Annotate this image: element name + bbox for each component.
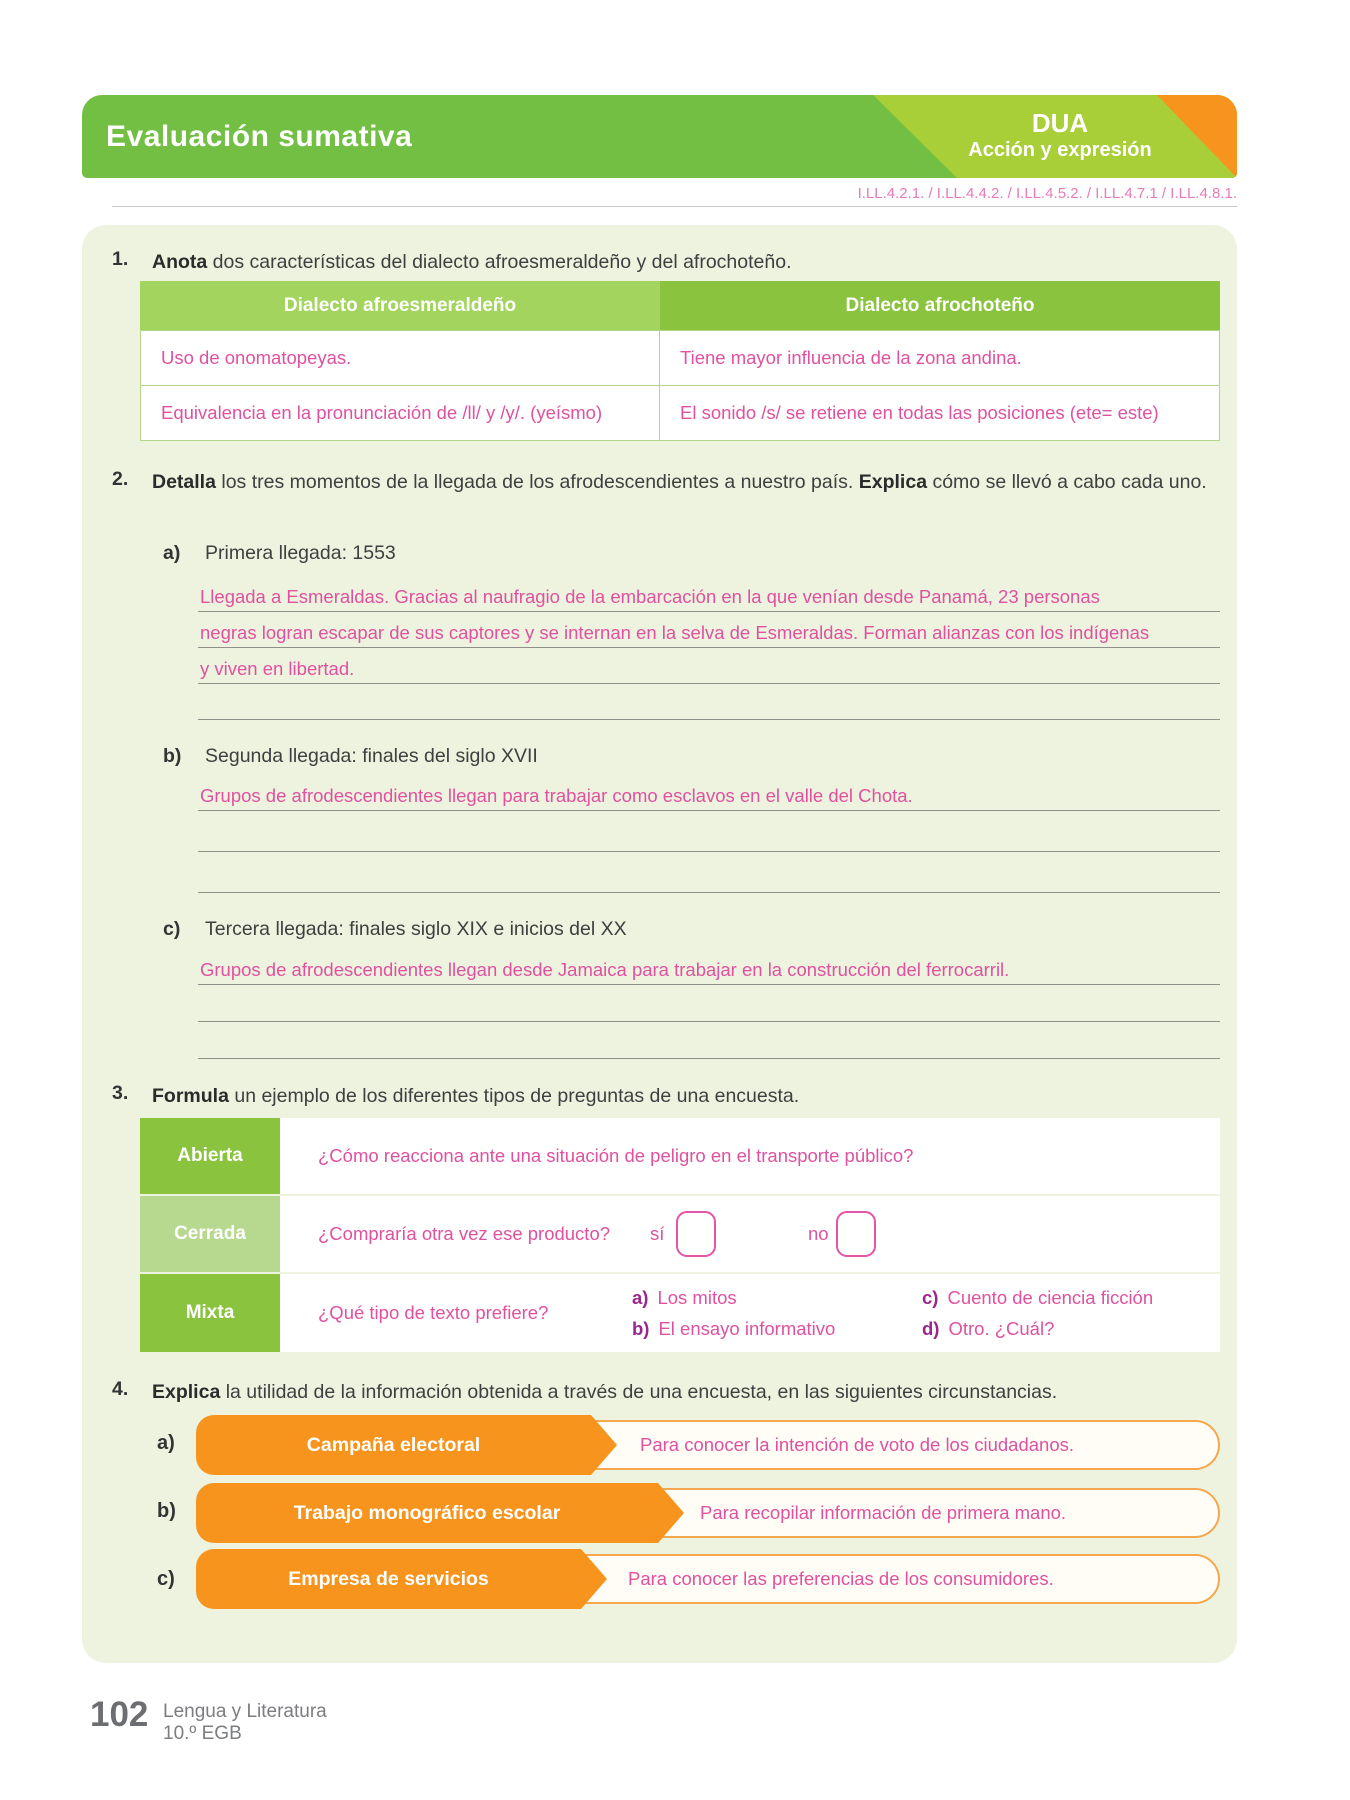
page-header-banner [82, 95, 1237, 178]
answer-line [198, 985, 1220, 1022]
q2-verb1: Detalla [152, 471, 216, 493]
q3-text [152, 1082, 1224, 1111]
q3-cerrada-question: ¿Compraría otra vez ese producto? [318, 1223, 611, 1244]
q4a-item [196, 1418, 1220, 1472]
page-number: 102 [90, 1695, 149, 1734]
answer-line: Grupos de afrodescendientes llegan desde Jamaica para trabajar en la construcción del ferrocarril. [198, 948, 1220, 985]
answer-line [198, 684, 1220, 720]
curriculum-standards: I.LL.4.2.1. / I.LL.4.4.2. / I.LL.4.5.2. / I.LL.4.7.1 / I.LL.4.8.1. [857, 185, 1237, 202]
footer-subject: Lengua y Literatura [163, 1701, 327, 1722]
q2c-label: c) [163, 918, 181, 940]
q4a-letter: a) [157, 1432, 175, 1454]
option-key: a) [632, 1287, 649, 1308]
q4b-item [196, 1486, 1220, 1540]
q4b-tag-arrow: Trabajo monográfico escolar [196, 1483, 658, 1543]
dua-block [932, 108, 1188, 163]
footer-grade: 10.º EGB [163, 1723, 242, 1744]
standards-divider-line [112, 206, 1237, 207]
q4-verb: Explica [152, 1381, 221, 1403]
q3-rest: un ejemplo de los diferentes tipos de preguntas de una encuesta. [228, 1085, 800, 1107]
option-text: Cuento de ciencia ficción [947, 1287, 1154, 1308]
q1-header-afroesmeraldeno: Dialecto afroesmeraldeño [140, 281, 660, 330]
q1-cell-r1c1: Uso de onomatopeyas. [141, 331, 660, 385]
q3-verb: Formula [152, 1085, 229, 1107]
option-a [632, 1282, 835, 1313]
q1-table-body [140, 330, 1220, 441]
q3-content-mixta [280, 1274, 1220, 1352]
q2a-title: Primera llegada: 1553 [205, 542, 396, 564]
answer-line: Grupos de afrodescendientes llegan para trabajar como esclavos en el valle del Chota. [198, 770, 1220, 811]
option-b [632, 1313, 835, 1344]
answer-line: Llegada a Esmeraldas. Gracias al naufragio de la embarcación en la que venían desde Panamá, 23 personas [198, 576, 1220, 612]
q2b-label: b) [163, 745, 182, 767]
q4-text [152, 1378, 1224, 1407]
footer-book-info [163, 1701, 327, 1745]
option-d [922, 1313, 1153, 1344]
option-text: El ensayo informativo [658, 1318, 836, 1339]
option-text: Otro. ¿Cuál? [948, 1318, 1055, 1339]
option-key: b) [632, 1318, 650, 1339]
q2b-answer-lines [198, 770, 1220, 893]
q1-rest: dos características del dialecto afroesmeraldeño y del afrochoteño. [207, 251, 792, 273]
yes-label: sí [650, 1223, 665, 1244]
q3-mixta-question: ¿Qué tipo de texto prefiere? [318, 1302, 549, 1323]
no-label: no [808, 1223, 829, 1244]
option-text: Los mitos [657, 1287, 737, 1308]
yes-checkbox [676, 1211, 716, 1257]
answer-line [198, 1022, 1220, 1059]
q2-verb2: Explica [858, 471, 928, 493]
dua-title: DUA [1031, 108, 1089, 138]
q4c-item [196, 1552, 1220, 1606]
option-c [922, 1282, 1153, 1313]
q1-cell-r2c2: El sonido /s/ se retiene en todas las posiciones (ete= este) [660, 386, 1219, 440]
q3-content-abierta [280, 1118, 1220, 1194]
q4-number: 4. [112, 1378, 129, 1400]
q3-row-abierta [140, 1118, 1220, 1194]
option-key: d) [922, 1318, 940, 1339]
q3-row-mixta [140, 1274, 1220, 1352]
q4-rest: la utilidad de la información obtenida a través de una encuesta, en las siguientes circunstancias. [220, 1381, 1058, 1403]
q1-text [152, 248, 1224, 277]
answer-line [198, 852, 1220, 893]
q4c-tag-arrow: Empresa de servicios [196, 1549, 581, 1609]
table-row [141, 385, 1219, 440]
q3-label-abierta: Abierta [140, 1118, 280, 1194]
dua-subtitle: Acción y expresión [968, 139, 1152, 161]
q2b-title: Segunda llegada: finales del siglo XVII [205, 745, 538, 767]
q1-table-header-row [140, 281, 1220, 330]
q3-mixta-options-col2 [922, 1282, 1153, 1344]
q3-label-cerrada: Cerrada [140, 1196, 280, 1272]
q4a-answer: Para conocer la intención de voto de los ciudadanos. [640, 1434, 1075, 1455]
q1-verb: Anota [152, 251, 208, 273]
q1-header-afrochoteno: Dialecto afrochoteño [660, 281, 1220, 330]
answer-line [198, 811, 1220, 852]
q2-text [152, 468, 1224, 497]
q3-content-cerrada [280, 1196, 1220, 1272]
table-row [141, 331, 1219, 385]
option-key: c) [922, 1287, 939, 1308]
q2a-label: a) [163, 542, 181, 564]
q1-number: 1. [112, 248, 129, 270]
answer-line: negras logran escapar de sus captores y se internan en la selva de Esmeraldas. Forman alianzas con los indígenas [198, 612, 1220, 648]
q1-cell-r2c1: Equivalencia en la pronunciación de /ll/ y /y/. (yeísmo) [141, 386, 660, 440]
q3-row-cerrada [140, 1196, 1220, 1272]
q4b-answer: Para recopilar información de primera mano. [700, 1502, 1067, 1523]
q3-mixta-options-col1 [632, 1282, 835, 1344]
q2-rest2: cómo se llevó a cabo cada uno. [927, 471, 1207, 493]
q3-abierta-question: ¿Cómo reacciona ante una situación de peligro en el transporte público? [318, 1145, 914, 1166]
answer-line: y viven en libertad. [198, 648, 1220, 684]
q2c-answer-lines [198, 948, 1220, 1059]
q1-table [140, 281, 1220, 441]
q2-rest1: los tres momentos de la llegada de los afrodescendientes a nuestro país. [215, 471, 859, 493]
page-title: Evaluación sumativa [106, 119, 413, 153]
q4a-tag-arrow: Campaña electoral [196, 1415, 591, 1475]
q3-label-mixta: Mixta [140, 1274, 280, 1352]
q4c-answer: Para conocer las preferencias de los consumidores. [628, 1568, 1054, 1589]
q2c-title: Tercera llegada: finales siglo XIX e inicios del XX [205, 918, 627, 940]
q1-cell-r1c2: Tiene mayor influencia de la zona andina. [660, 331, 1219, 385]
q2-number: 2. [112, 468, 129, 490]
q3-number: 3. [112, 1082, 129, 1104]
no-checkbox [836, 1211, 876, 1257]
q2a-answer-lines [198, 576, 1220, 720]
q4b-letter: b) [157, 1500, 176, 1522]
q4c-letter: c) [157, 1568, 175, 1590]
